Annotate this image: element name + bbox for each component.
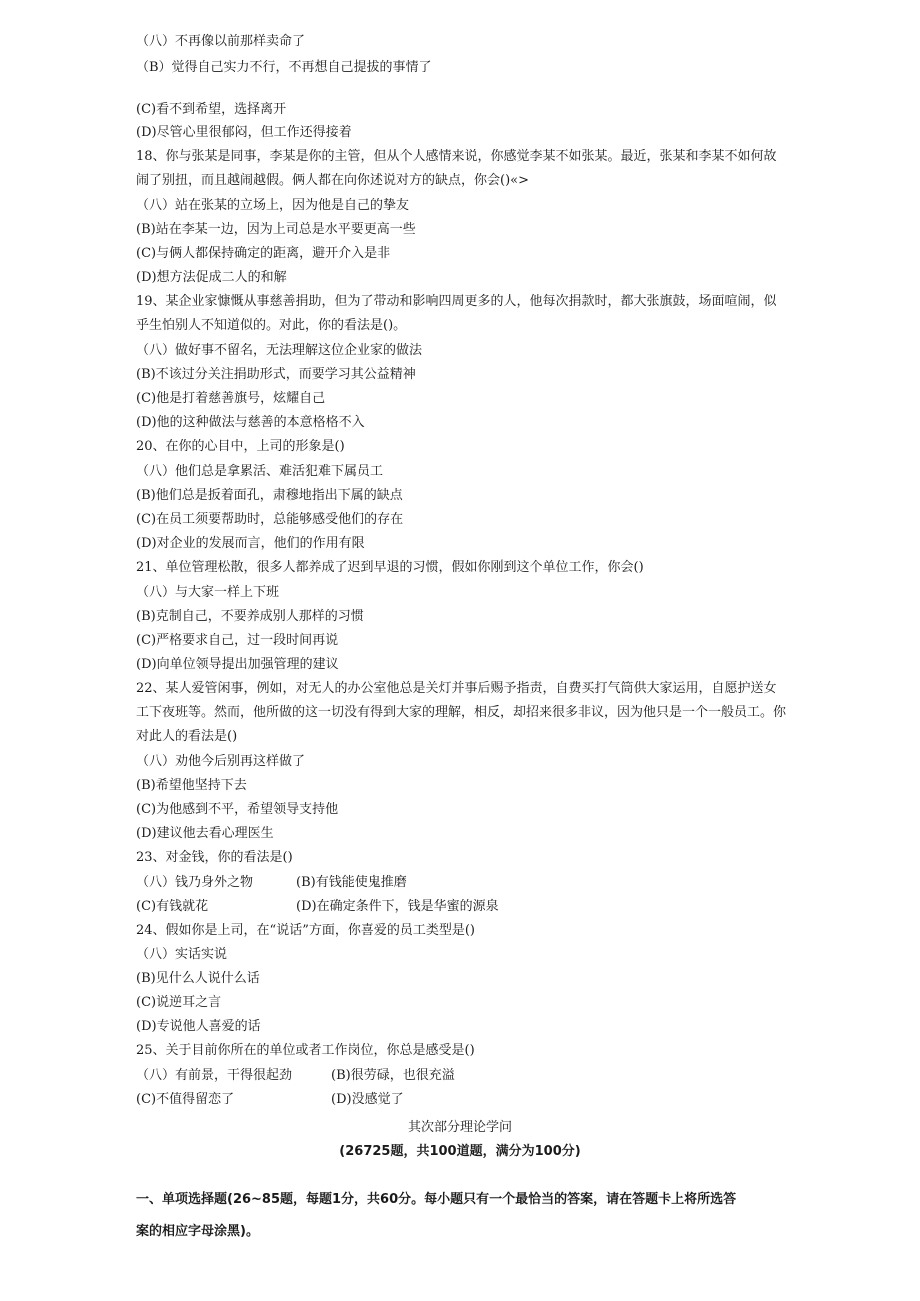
q23-option-c: (C)有钱就花 xyxy=(136,899,209,914)
q25-option-d: (D)没感觉了 xyxy=(331,1092,404,1107)
q22-option-a: （八）劝他今后别再这样做了 xyxy=(136,754,306,769)
q23-stem: 23、对金钱，你的看法是() xyxy=(136,850,293,865)
prev-option-b: （B）觉得自己实力不行，不再想自己提拔的事情了 xyxy=(136,60,432,75)
q21-option-c: (C)严格要求自己，过一段时间再说 xyxy=(136,633,339,648)
q24-option-b: (B)见什么人说什么话 xyxy=(136,971,260,986)
q24-option-d: (D)专说他人喜爱的话 xyxy=(136,1019,261,1034)
q20-stem: 20、在你的心目中，上司的形象是() xyxy=(136,439,345,454)
q23-option-d: (D)在确定条件下，钱是华蜜的源泉 xyxy=(296,899,499,914)
q20-option-a: （八）他们总是拿累活、难活犯难下属员工 xyxy=(136,464,384,479)
q25-option-c: (C)不值得留恋了 xyxy=(136,1092,235,1107)
q18-option-d: (D)想方法促成二人的和解 xyxy=(136,270,287,285)
q23-option-b: (B)有钱能使鬼推磨 xyxy=(296,875,407,890)
prev-option-c: (C)看不到希望，选择离开 xyxy=(136,102,287,117)
q19-option-c: (C)他是打着慈善旗号，炫耀自己 xyxy=(136,391,326,406)
q19-stem: 19、某企业家慷慨从事慈善捐助，但为了带动和影响四周更多的人，他每次捐款时，都大张旗鼓，场面喧闹，似乎生怕别人不知道似的。对此，你的看法是()。 xyxy=(136,294,777,333)
q20-option-d: (D)对企业的发展而言，他们的作用有限 xyxy=(136,536,365,551)
q22-stem: 22、某人爱管闲事，例如，对无人的办公室他总是关灯并事后赐予指责，自费买打气筒供大家运用，自愿护送女工下夜班等。然而，他所做的这一切没有得到大家的理解，相反，却招来很多非议，因为他只是一个一般员工。你对此人的看法是() xyxy=(136,681,787,744)
q20-option-b: (B)他们总是扳着面孔，肃穆地指出下属的缺点 xyxy=(136,488,403,503)
q25-stem: 25、关于目前你所在的单位或者工作岗位，你总是感受是() xyxy=(136,1043,475,1058)
q19-option-a: （八）做好事不留名，无法理解这位企业家的做法 xyxy=(136,343,423,358)
q21-option-d: (D)向单位领导提出加强管理的建议 xyxy=(136,657,339,672)
q22-option-c: (C)为他感到不平，希望领导支持他 xyxy=(136,802,339,817)
section1-line1: 一、单项选择题(26~85题，每题1分，共60分。每小题只有一个最恰当的答案，请在答题卡上将所选答 xyxy=(136,1192,737,1207)
q23-option-a: （八）钱乃身外之物 xyxy=(136,875,254,890)
q24-option-c: (C)说逆耳之言 xyxy=(136,995,222,1010)
q18-option-b: (B)站在李某一边，因为上司总是水平要更高一些 xyxy=(136,222,416,237)
prev-option-d: (D)尽管心里很郁闷，但工作还得接着 xyxy=(136,125,352,140)
q18-stem: 18、你与张某是同事，李某是你的主管，但从个人感情来说，你感觉李某不如张某。最近，张某和李某不如何故闹了别扭，而且越闹越假。俩人都在向你述说对方的缺点，你会()«> xyxy=(136,149,777,188)
q19-option-b: (B)不该过分关注捐助形式，而要学习其公益精神 xyxy=(136,367,416,382)
part2-subtitle: (26725题，共100道题，满分为100分) xyxy=(339,1144,581,1159)
q25-option-b: (B)很劳碌，也很充溢 xyxy=(331,1068,455,1083)
q22-option-b: (B)希望他坚持下去 xyxy=(136,778,247,793)
q18-option-a: （八）站在张某的立场上，因为他是自己的挚友 xyxy=(136,198,410,213)
q18-option-c: (C)与俩人都保持确定的距离，避开介入是非 xyxy=(136,246,391,261)
q21-option-b: (B)克制自己，不要养成别人那样的习惯 xyxy=(136,609,364,624)
section1-line2: 案的相应字母涂黑)。 xyxy=(136,1224,259,1239)
q20-option-c: (C)在员工须要帮助时，总能够感受他们的存在 xyxy=(136,512,404,527)
q24-option-a: （八）实话实说 xyxy=(136,947,228,962)
q22-option-d: (D)建议他去看心理医生 xyxy=(136,826,274,841)
q24-stem: 24、假如你是上司，在“说话”方面，你喜爱的员工类型是() xyxy=(136,923,475,938)
q21-stem: 21、单位管理松散，很多人都养成了迟到早退的习惯，假如你刚到这个单位工作，你会() xyxy=(136,560,644,575)
q21-option-a: （八）与大家一样上下班 xyxy=(136,585,280,600)
q25-option-a: （八）有前景，干得很起劲 xyxy=(136,1068,293,1083)
prev-option-a: （八）不再像以前那样卖命了 xyxy=(136,34,306,49)
part2-title: 其次部分理论学问 xyxy=(407,1120,512,1135)
q19-option-d: (D)他的这种做法与慈善的本意格格不入 xyxy=(136,415,365,430)
